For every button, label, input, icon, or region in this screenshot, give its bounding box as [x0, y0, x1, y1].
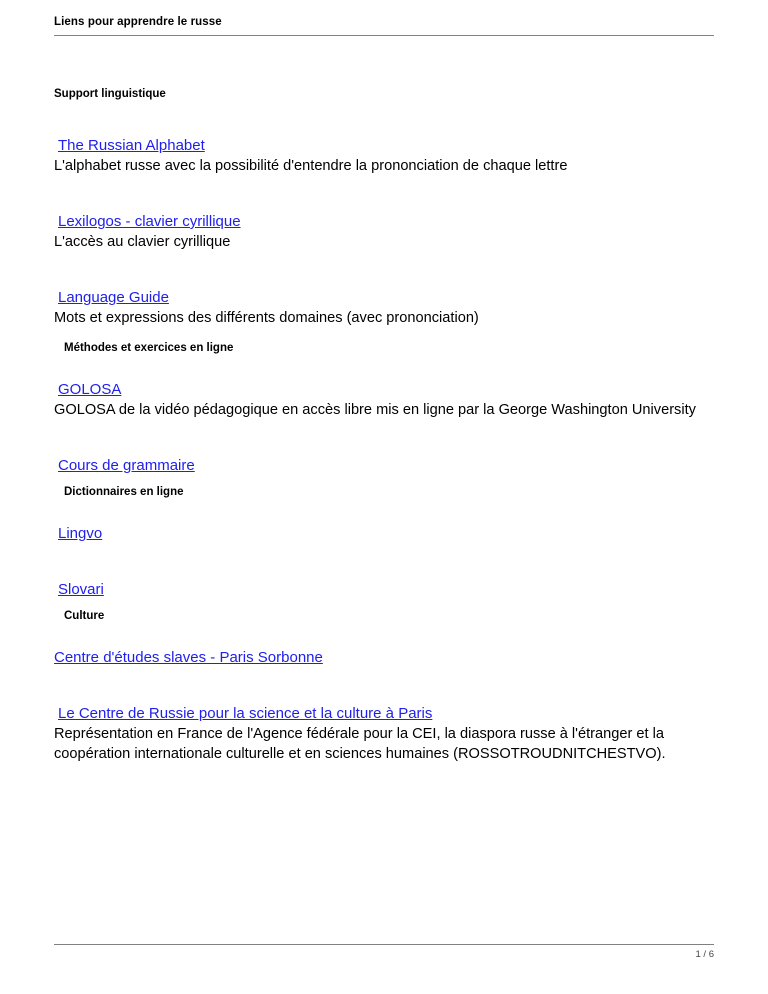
link-golosa[interactable]: GOLOSA — [58, 381, 122, 398]
link-cours-de-grammaire[interactable]: Cours de grammaire — [58, 457, 195, 474]
entry-description: Mots et expressions des différents domaines (avec prononciation) — [54, 310, 479, 326]
section-heading-culture: Culture — [64, 610, 105, 622]
list-item — [54, 456, 714, 476]
link-centre-etudes-slaves-paris-sorbonne[interactable]: Centre d'études slaves - Paris Sorbonne — [54, 649, 323, 666]
entry-description: L'alphabet russe avec la possibilité d'entendre la prononciation de chaque lettre — [54, 158, 568, 174]
list-item — [54, 524, 714, 544]
list-item — [54, 288, 714, 328]
link-language-guide[interactable]: Language Guide — [58, 289, 169, 306]
link-slovari[interactable]: Slovari — [58, 581, 104, 598]
section-heading-support-linguistique: Support linguistique — [54, 88, 166, 100]
list-item — [54, 380, 714, 420]
list-item — [54, 704, 714, 764]
link-lexilogos-clavier-cyrillique[interactable]: Lexilogos - clavier cyrillique — [58, 213, 241, 230]
page-title: Liens pour apprendre le russe — [54, 16, 222, 28]
list-item — [54, 648, 714, 668]
entry-description: GOLOSA de la vidéo pédagogique en accès libre mis en ligne par la George Washington University — [54, 402, 696, 418]
list-item — [54, 212, 714, 252]
section-heading-dictionnaires-en-ligne: Dictionnaires en ligne — [64, 486, 184, 498]
link-lingvo[interactable]: Lingvo — [58, 525, 103, 542]
section-heading-methodes-et-exercices: Méthodes et exercices en ligne — [64, 342, 234, 354]
list-item — [54, 136, 714, 176]
link-the-russian-alphabet[interactable]: The Russian Alphabet — [58, 137, 205, 154]
document-body — [54, 36, 714, 764]
link-centre-de-russie-science-culture-paris[interactable]: Le Centre de Russie pour la science et la culture à Paris — [58, 705, 433, 722]
page-number: 1 / 6 — [695, 949, 714, 960]
entry-description: L'accès au clavier cyrillique — [54, 234, 231, 250]
document-footer — [54, 944, 714, 960]
entry-description: Représentation en France de l'Agence fédérale pour la CEI, la diaspora russe à l'étranger et la coopération internationale culturelle et en sciences humaines (ROSSOTROUDNITCHESTVO). — [54, 726, 666, 762]
list-item — [54, 580, 714, 600]
document-header — [54, 0, 714, 36]
